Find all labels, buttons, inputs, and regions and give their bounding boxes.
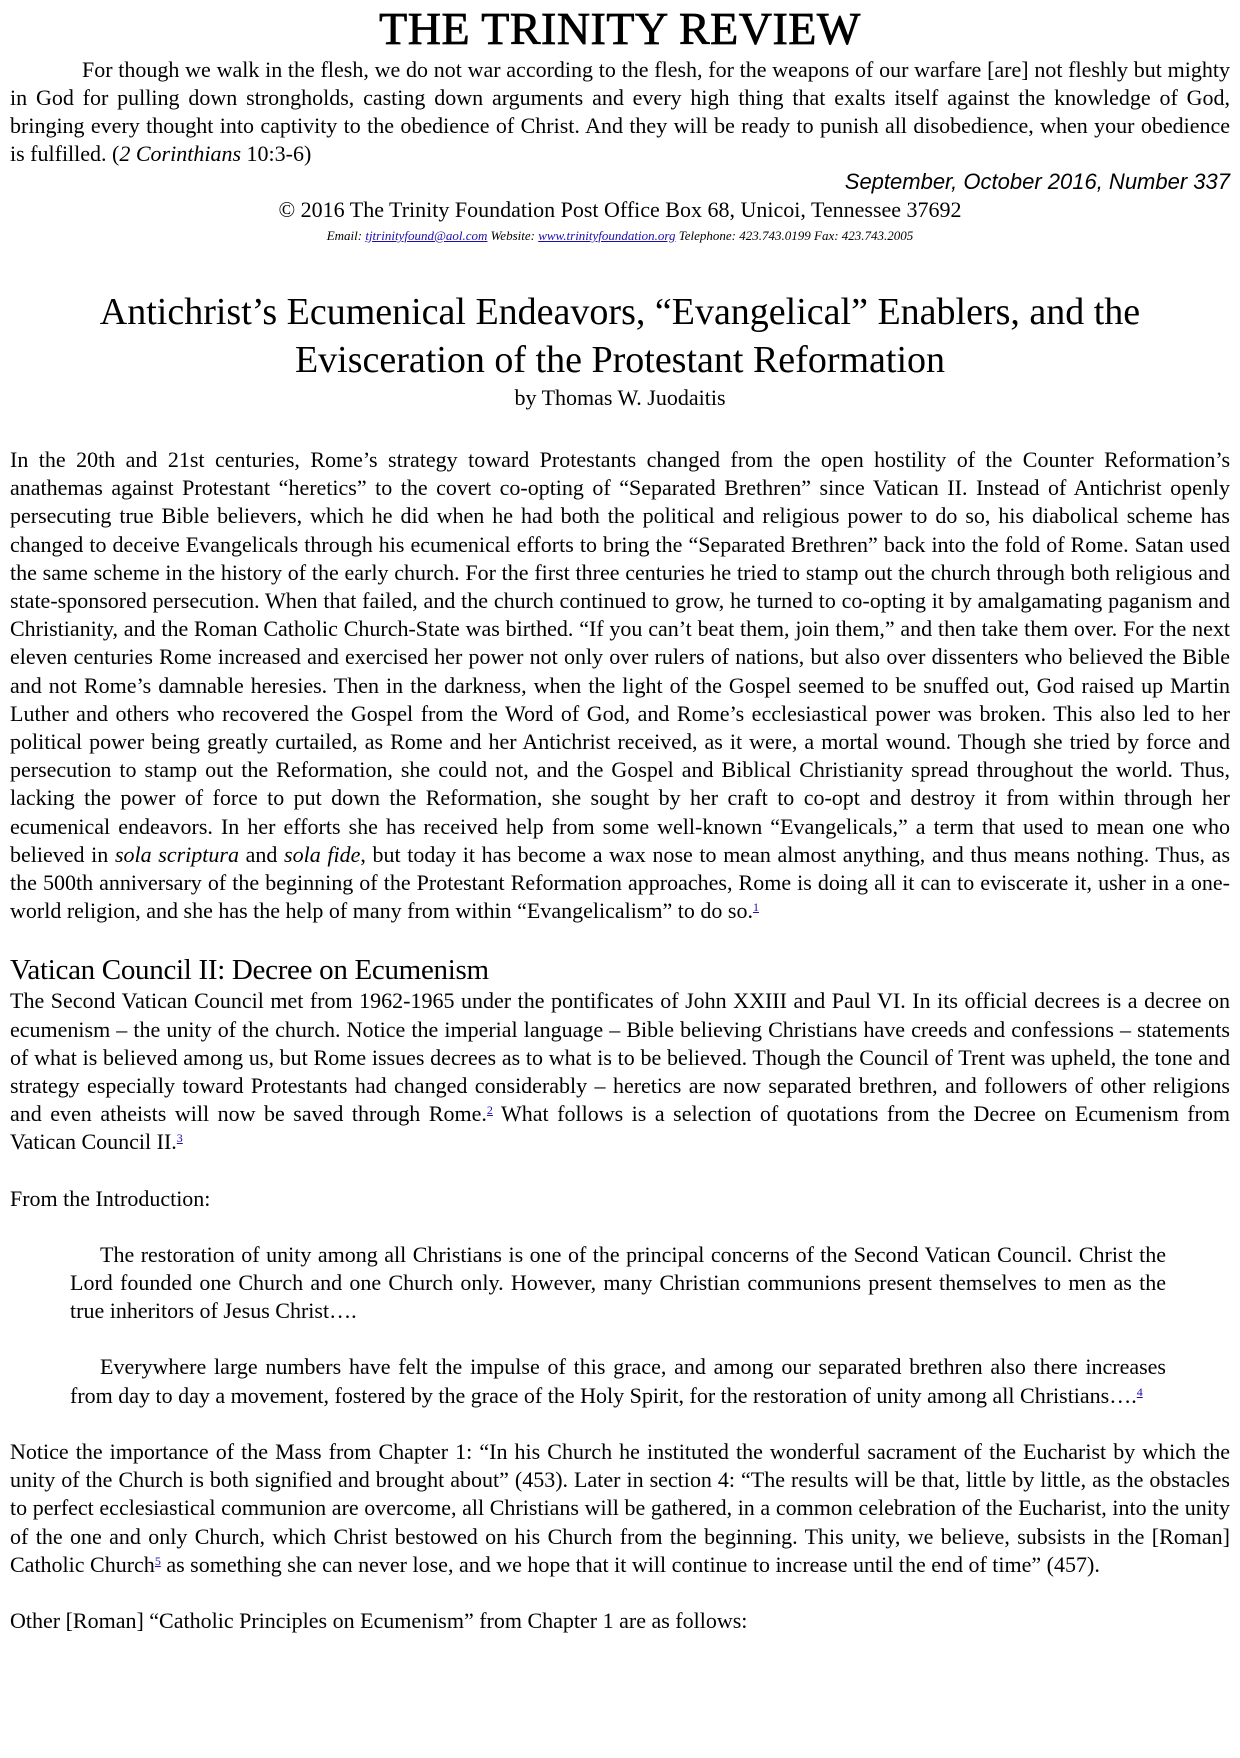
phone-fax: Telephone: 423.743.0199 Fax: 423.743.2005 (675, 228, 914, 243)
footnote-ref-3 (177, 1131, 183, 1145)
epigraph-text: For though we walk in the flesh, we do not war according to the flesh, for the weapons of our warfare [are] not fleshly but mighty in God for pulling down strongholds, casting down arguments and every high thing that exalts itself against the knowledge of God, bringing every thought into captivity to the obedience of Christ. And they will be ready to punish all disobedience, when your obedience is fulfilled. ( (10, 57, 1230, 166)
intro-emphasis-sola-fide: sola fide (284, 841, 361, 867)
mass-text-1: Notice the importance of the Mass from Chapter 1: “In his Church he instituted the wonderful sacrament of the Eucharist by which the unity of the Church is both signified and brought about” (453). Later in section 4: “The results will be that, little by little, as the obstacles to perfect ecclesiastical communion are overcome, all Christians will be gathered, in a common celebration of the Eucharist, into the unity of the one and only Church, which Christ bestowed on his Church from the beginning. This unity, we believe, subsists in the [Roman] Catholic Church (10, 1438, 1230, 1577)
vatican-paragraph (10, 987, 1230, 1156)
issue-line: September, October 2016, Number 337 (844, 169, 1230, 194)
intro-paragraph (10, 446, 1230, 925)
footnote-link-4[interactable]: 4 (1136, 1384, 1143, 1399)
principles-paragraph: Other [Roman] “Catholic Principles on Ecumenism” from Chapter 1 are as follows: (10, 1607, 748, 1633)
article-title-line-2: Evisceration of the Protestant Reformation (294, 339, 946, 381)
block-quote-2-text: Everywhere large numbers have felt the impulse of this grace, and among our separated brethren also there increases from day to day a movement, fostered by the grace of the Holy Spirit, for the restoration of unity among all Christians…. (70, 1354, 1166, 1408)
masthead: THE TRINITY REVIEW (379, 3, 861, 54)
byline: by Thomas W. Juodaitis (514, 385, 726, 410)
footnote-ref-4 (1137, 1385, 1143, 1399)
block-quote-2 (70, 1353, 1166, 1409)
footnote-link-1[interactable]: 1 (752, 900, 759, 915)
block-quote-1: The restoration of unity among all Christians is one of the principal concerns of the Second Vatican Council. Christ the Lord founded one Church and one Church only. However, many Christian communions present themselves to men as the true inheritors of Jesus Christ…. (70, 1241, 1166, 1324)
mass-paragraph (10, 1438, 1230, 1579)
website-link[interactable]: www.trinityfoundation.org (538, 228, 676, 243)
document-page (0, 4, 1240, 1758)
intro-emphasis-sola-scriptura: sola scriptura (114, 841, 239, 867)
intro-text-1: In the 20th and 21st centuries, Rome’s strategy toward Protestants changed from the open hostility of the Counter Reformation’s anathemas against Protestant “heretics” to the covert co-opting of “Separated Brethren” since Vatican II. Instead of Antichrist openly persecuting true Bible believers, which he did when he had both the political and religious power to do so, his diabolical scheme has changed to deceive Evangelicals through his ecumenical efforts to bring the “Separated Brethren” back into the fold of Rome. Satan used the same scheme in the history of the early church. For the first three centuries he tried to stamp out the church through both religious and state-sponsored persecution. When that failed, and the church continued to grow, he turned to co-opting it by amalgamating paganism and Christianity, and the Roman Catholic Church-State was birthed. “If you can’t beat them, join them,” and then take them over. For the next eleven centuries Rome increased and exercised her power not only over rulers of nations, but also over dissenters who believed the Bible and not Rome’s damnable heresies. Then in the darkness, when the light of the Gospel seemed to be snuffed out, God raised up Martin Luther and others who recovered the Gospel from the Word of God, and Rome’s ecclesiastical power was broken. This also led to her political power being greatly curtailed, as Rome and her Antichrist received, as it were, a mortal wound. Though she tried by force and persecution to stamp out the Reformation, she could not, and the Gospel and Biblical Christianity spread throughout the world. Thus, lacking the power of force to put down the Reformation, she sought by her craft to co-opt and destroy it from within through her ecumenical endeavors. In her efforts she has received help from some well-known “Evangelicals,” a term that used to mean one who believed in (10, 447, 1230, 867)
epigraph-ref-book: 2 Corinthians (119, 141, 242, 166)
footnote-link-2[interactable]: 2 (486, 1103, 493, 1118)
vatican-text-1: The Second Vatican Council met from 1962-1965 under the pontificates of John XXIII and Paul VI. In its official decrees is a decree on ecumenism – the unity of the church. Notice the imperial language – Bible believing Christians have creeds and confessions – statements of what is believed among us, but Rome issues decrees as to what is to be believed. Though the Council of Trent was upheld, the tone and strategy especially toward Protestants had changed considerably – heretics are now separated brethren, and followers of other religions and even atheists will now be saved through Rome. (10, 988, 1230, 1127)
article-title (10, 288, 1230, 384)
footnote-link-3[interactable]: 3 (176, 1131, 183, 1146)
section-heading: Vatican Council II: Decree on Ecumenism (10, 954, 489, 987)
mass-text-2: as something she can never lose, and we hope that it will continue to increase until the end of time” (457). (160, 1551, 1100, 1577)
email-label: Email: (326, 228, 366, 243)
footnote-ref-1 (753, 900, 759, 914)
intro-text-2: , but today it has become a wax nose to mean almost anything, and thus means nothing. Thus, as the 500th anniversary of the beginning of the Protestant Reformation approaches, Rome is doing all it can to eviscerate it, usher in a one-world religion, and she has the help of many from within “Evangelicalism” to do so. (10, 841, 1231, 924)
from-introduction-label: From the Introduction: (10, 1185, 211, 1211)
epigraph (10, 56, 1230, 168)
copyright-line: © 2016 The Trinity Foundation Post Office Box 68, Unicoi, Tennessee 37692 (278, 197, 962, 222)
article-title-line-1: Antichrist’s Ecumenical Endeavors, “Evangelical” Enablers, and the (99, 291, 1141, 333)
email-link[interactable]: tjtrinityfound@aol.com (365, 228, 488, 243)
epigraph-ref-verse: 10:3-6) (241, 141, 312, 166)
footnote-link-5[interactable]: 5 (154, 1553, 161, 1568)
intro-and: and (238, 841, 285, 867)
vatican-text-2: What follows is a selection of quotations from the Decree on Ecumenism from Vatican Council II. (10, 1101, 1230, 1155)
website-label: Website: (487, 228, 539, 243)
contact-line (10, 224, 1230, 248)
